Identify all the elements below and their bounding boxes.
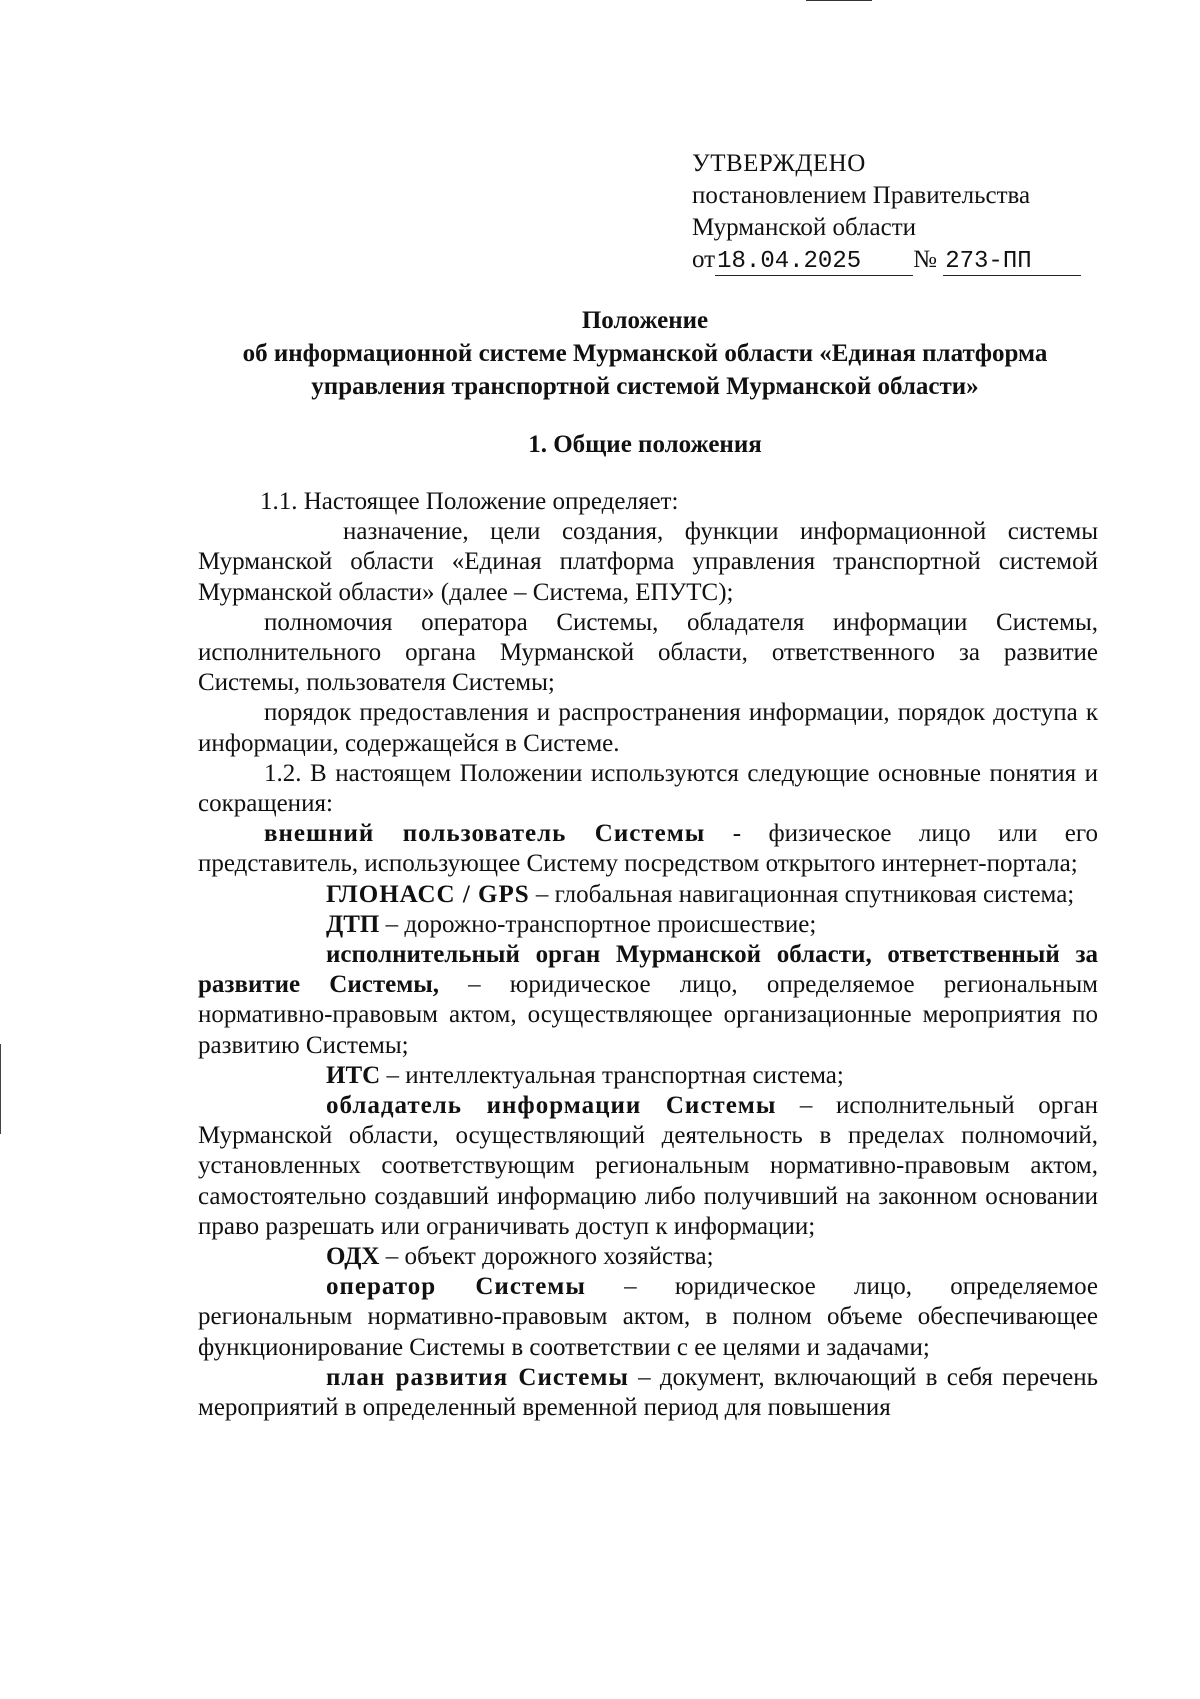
- paragraph-1-1-procedure: порядок предоставления и распространения информации, порядок доступа к информации, содержащейся в Системе.: [198, 699, 1098, 757]
- paragraph-1-1-powers: полномочия оператора Системы, обладателя информации Системы, исполнительного органа Мурманской области, ответственного за развитие Системы, пользователя Системы;: [198, 608, 1098, 697]
- definition-term: ОДХ: [326, 1243, 380, 1271]
- definition-external-user: [198, 819, 1098, 879]
- definition-odh: [198, 1242, 1098, 1272]
- approval-stamp: [692, 148, 1081, 276]
- definition-text: - физическое лицо или его представитель, использующее Систему посредством открытого интернет-портала;: [198, 820, 1098, 878]
- paragraph-1-1-purpose: назначение, цели создания, функции информационной системы Мурманской области «Единая платформа управления транспортной системой Мурманской области» (далее – Система, ЕПУТС);: [198, 518, 1098, 606]
- definition-text: – дорожно-транспортное происшествие;: [379, 910, 817, 938]
- definition-text: – документ, включающий в себя перечень мероприятий в определенный временной период для повышения: [198, 1363, 1098, 1422]
- definition-term: оператор Системы: [326, 1273, 586, 1301]
- left-edge-line: [0, 1044, 1, 1134]
- definition-glonass: [198, 880, 1098, 910]
- definition-its: [198, 1061, 1098, 1091]
- definition-term: ДТП: [326, 910, 380, 938]
- definition-information-owner: [198, 1091, 1098, 1242]
- definition-term: внешний пользователь Системы: [264, 820, 706, 848]
- definition-term: план развития Системы: [326, 1363, 629, 1391]
- definition-development-plan: [198, 1363, 1098, 1423]
- definition-dtp: [198, 910, 1098, 940]
- approval-heading: УТВЕРЖДЕНО: [692, 150, 866, 177]
- paragraph-1-1: 1.1. Настоящее Положение определяет:: [260, 488, 679, 515]
- approval-line-2: Мурманской области: [692, 214, 917, 241]
- definition-text: – исполнительный орган Мурманской области, осуществляющий деятельность в пределах полномочий, установленных соответствующим региональным нормативно-правовым актом, самостоятельно создавший информацию либо получивший на законном основании право разрешать или ограничивать доступ к информации;: [198, 1092, 1098, 1240]
- section-heading: 1. Общие положения: [528, 431, 762, 458]
- top-edge-line: [806, 0, 872, 1]
- definition-term: ГЛОНАСС / GPS: [326, 880, 530, 908]
- definition-term: обладатель информации Системы: [326, 1092, 777, 1120]
- definition-term: ИТС: [326, 1061, 381, 1089]
- definition-text: – объект дорожного хозяйства;: [379, 1243, 714, 1271]
- approval-line-1: постановлением Правительства: [692, 182, 1031, 209]
- definition-text: – юридическое лицо, определяемое региональным нормативно-правовым актом, в полном объеме обеспечивающее функционирование Системы в соответствии с ее целями и задачами;: [198, 1273, 1099, 1361]
- definition-text: – интеллектуальная транспортная система;: [380, 1061, 844, 1089]
- title-line-2: об информационной системе Мурманской области «Единая платформа: [242, 340, 1048, 367]
- definition-term: исполнительный орган Мурманской области, ответственный за развитие Системы,: [198, 941, 1098, 999]
- approval-date-prefix: от: [692, 246, 716, 273]
- paragraph-1-2: 1.2. В настоящем Положении используются следующие основные понятия и сокращения:: [198, 759, 1098, 818]
- definition-text: – юридическое лицо, определяемое региональным нормативно-правовым актом, осуществляющее организационные мероприятия по развитию Системы;: [198, 971, 1098, 1059]
- approval-number: 273-ПП: [943, 249, 1081, 276]
- approval-date: 18.04.2025: [715, 249, 913, 276]
- title-line-3: управления транспортной системой Мурманской области»: [311, 373, 979, 400]
- definition-text: – глобальная навигационная спутниковая система;: [529, 880, 1075, 908]
- title-line-1: Положение: [581, 307, 709, 334]
- approval-number-sign: №: [913, 246, 937, 273]
- document-title: [190, 304, 1100, 403]
- approval-date-line: [692, 244, 1081, 276]
- definition-operator: [198, 1272, 1098, 1363]
- document-body: [198, 487, 1098, 1423]
- definition-executive-body: [198, 940, 1098, 1061]
